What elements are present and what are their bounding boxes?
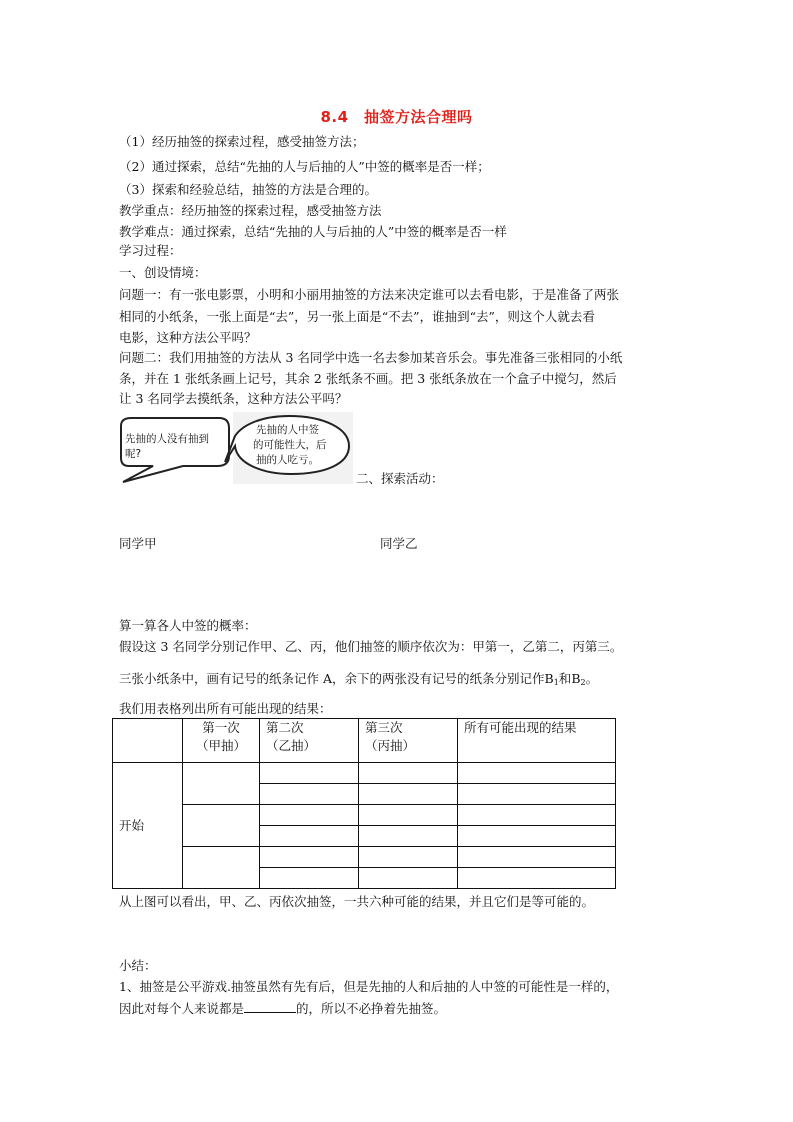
papers-end: 。 bbox=[585, 671, 599, 686]
table-row bbox=[113, 805, 616, 826]
student-a-label: 同学甲 bbox=[119, 536, 157, 551]
process-label: 学习过程： bbox=[119, 243, 182, 258]
header-empty-cell bbox=[113, 719, 183, 763]
summary-label: 小结： bbox=[119, 958, 157, 973]
bubble-right-line-3: 抽的人吃亏。 bbox=[256, 454, 319, 466]
page-title: 8.4 抽签方法合理吗 bbox=[320, 108, 473, 126]
problem-1-line-3: 电影，这种方法公平吗？ bbox=[119, 330, 257, 345]
fill-in-blank bbox=[244, 1000, 296, 1013]
table-intro: 我们用表格列出所有可能出现的结果： bbox=[119, 701, 332, 716]
section-1-heading: 一、创设情境： bbox=[119, 265, 207, 280]
objective-2: （2）通过探索，总结“先抽的人与后抽的人”中签的概率是否一样； bbox=[119, 159, 490, 174]
results-table bbox=[112, 718, 616, 889]
first-draw-cell bbox=[183, 763, 260, 805]
third-draw-cell bbox=[359, 826, 458, 847]
result-cell bbox=[458, 868, 616, 889]
header-all-results: 所有可能出现的结果 bbox=[458, 719, 616, 763]
header-second-draw: 第二次 （乙抽） bbox=[260, 719, 359, 763]
first-draw-cell bbox=[183, 805, 260, 847]
start-cell: 开始 bbox=[113, 763, 183, 889]
objective-1: （1）经历抽签的探索过程，感受抽签方法； bbox=[119, 134, 365, 149]
b2-symbol: $B_2$ bbox=[571, 671, 586, 687]
summary-line-1: 1、抽签是公平游戏.抽签虽然有先有后，但是先抽的人和后抽的人中签的可能性是一样的， bbox=[119, 979, 619, 994]
b1-symbol: $B_1$ bbox=[544, 671, 559, 687]
third-draw-cell bbox=[359, 784, 458, 805]
problem-2-line-2: 条，并在 1 张纸条画上记号，其余 2 张纸条不画。把 3 张纸条放在一个盒子中搅匀，然后 bbox=[119, 371, 617, 386]
papers-and: 和 bbox=[558, 671, 572, 686]
bubble-right-line-2: 的可能性大，后 bbox=[253, 439, 327, 451]
student-b-label: 同学乙 bbox=[380, 536, 418, 551]
key-point: 教学重点：经历抽签的探索过程，感受抽签方法 bbox=[119, 203, 382, 218]
objective-3: （3）探索和经验总结，抽签的方法是合理的。 bbox=[119, 182, 377, 197]
papers-description bbox=[119, 670, 598, 692]
conclusion: 从上图可以看出，甲、乙、丙依次抽签，一共六种可能的结果，并且它们是等可能的。 bbox=[119, 894, 595, 909]
table-row bbox=[113, 763, 616, 784]
section-2-heading: 二、探索活动： bbox=[356, 471, 444, 486]
third-draw-cell bbox=[359, 847, 458, 868]
result-cell bbox=[458, 784, 616, 805]
result-cell bbox=[458, 763, 616, 784]
second-draw-cell bbox=[260, 763, 359, 784]
bubble-right-line-1: 先抽的人中签 bbox=[256, 424, 319, 436]
problem-1-line-1: 问题一：有一张电影票，小明和小丽用抽签的方法来决定谁可以去看电影，于是准备了两张 bbox=[119, 287, 620, 302]
result-cell bbox=[458, 826, 616, 847]
bubble-left-line-1: 先抽的人没有抽到 bbox=[125, 433, 209, 445]
result-cell bbox=[458, 847, 616, 868]
second-draw-cell bbox=[260, 847, 359, 868]
third-draw-cell bbox=[359, 763, 458, 784]
second-draw-cell bbox=[260, 826, 359, 847]
third-draw-cell bbox=[359, 805, 458, 826]
first-draw-cell bbox=[183, 847, 260, 889]
result-cell bbox=[458, 805, 616, 826]
second-draw-cell bbox=[260, 805, 359, 826]
header-third-draw: 第三次 （丙抽） bbox=[359, 719, 458, 763]
problem-2-line-1: 问题二：我们用抽签的方法从 3 名同学中选一名去参加某音乐会。事先准备三张相同的小纸 bbox=[119, 350, 623, 365]
summary-line-2: 因此对每个人来说都是 的，所以不必挣着先抽签。 bbox=[119, 1001, 447, 1016]
second-draw-cell bbox=[260, 868, 359, 889]
table-row bbox=[113, 847, 616, 868]
table-header-row bbox=[113, 719, 616, 763]
assumption: 假设这 3 名同学分别记作甲、乙、丙，他们抽签的顺序依次为：甲第一，乙第二，丙第三。 bbox=[119, 639, 623, 654]
header-first-draw: 第一次 （甲抽） bbox=[183, 719, 260, 763]
speech-bubbles-illustration bbox=[113, 412, 353, 484]
second-draw-cell bbox=[260, 784, 359, 805]
difficulty: 教学难点：通过探索，总结“先抽的人与后抽的人”中签的概率是否一样 bbox=[119, 224, 507, 239]
problem-1-line-2: 相同的小纸条，一张上面是“去”，另一张上面是“不去”，谁抽到“去”，则这个人就去看 bbox=[119, 309, 595, 324]
papers-text: 三张小纸条中，画有记号的纸条记作 A，余下的两张没有记号的纸条分别记作 bbox=[119, 671, 545, 686]
calc-title: 算一算各人中签的概率： bbox=[119, 618, 257, 633]
bubble-left-line-2: 呢? bbox=[125, 448, 142, 460]
problem-2-line-3: 让 3 名同学去摸纸条，这种方法公平吗？ bbox=[119, 391, 348, 406]
third-draw-cell bbox=[359, 868, 458, 889]
